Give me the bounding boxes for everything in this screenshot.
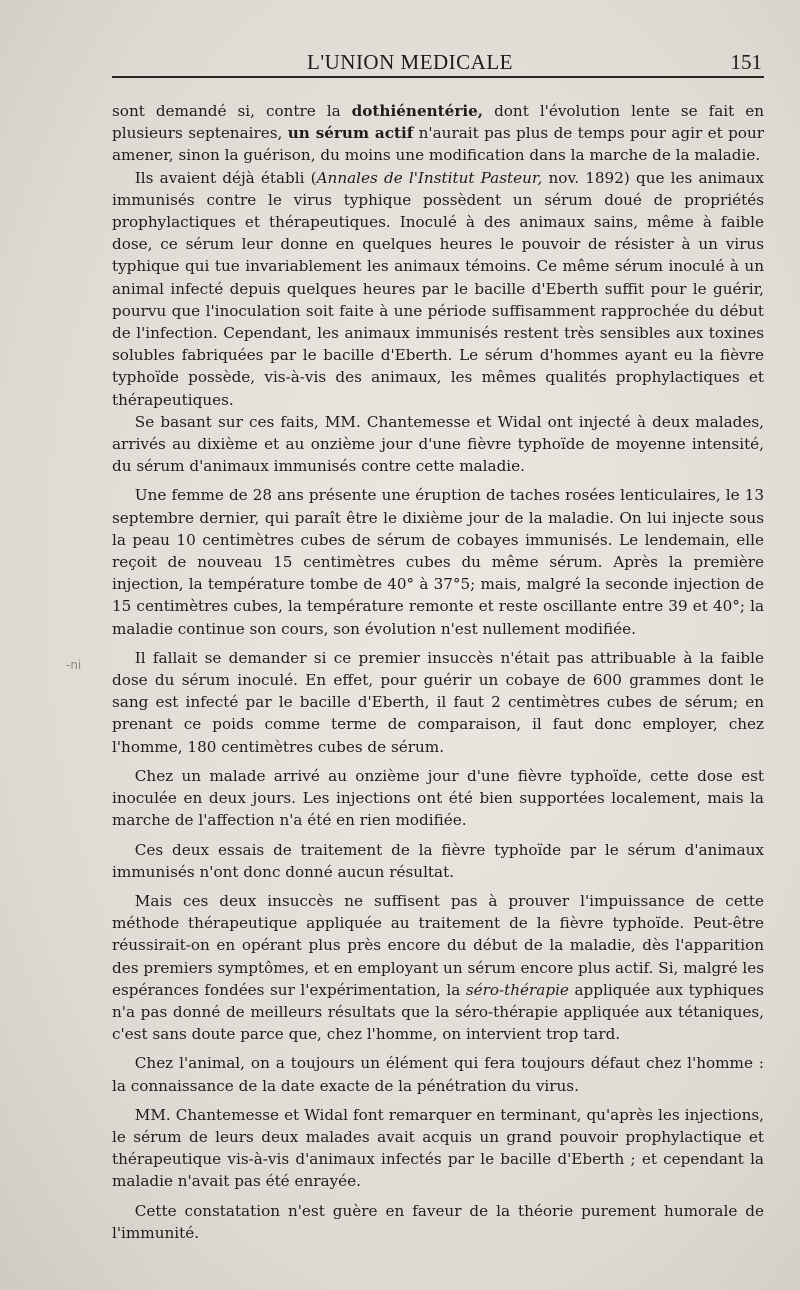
paragraph-1-text-e: n'aurait pas plus de temps pour agir et pour amener, sinon la guérison, du moins une modification dans la marche de la maladie. bbox=[112, 124, 764, 165]
paragraph-2-text-c: nov. 1892) que les animaux immunisés contre le virus typhique possèdent un sérum doué de propriétés prophylactiques et thérapeutiques. Inoculé à des animaux sains, même à faible dose, ce sérum leur donne en quelques heures le pouvoir de résister à un virus typhique qui tue invariablement les animaux témoins. Ce même sérum inoculé à un animal infecté depuis quelques heures par le bacille d'Eberth suffit pour le guérir, pourvu que l'inoculation soit faite à une période suffisamment rapprochée du début de l'infection. Cependant, les animaux immunisés restent très sensibles aux toxines solubles fabriquées par le bacille d'Eberth. Le sérum d'hommes ayant eu la fièvre typhoïde possède, vis-à-vis des animaux, les mêmes qualités prophylactiques et thérapeutiques. bbox=[112, 168, 764, 409]
paragraph-6: Chez un malade arrivé au onzième jour d'une fièvre typhoïde, cette dose est inoculée en deux jours. Les injections ont été bien supportées localement, mais la marche de l'affection n'a été en rien modifiée. bbox=[112, 766, 764, 830]
article-body bbox=[112, 100, 764, 1244]
paragraph-10: MM. Chantemesse et Widal font remarquer en terminant, qu'après les injections, le sérum de leurs deux malades avait acquis un grand pouvoir prophylactique et thérapeutique vis-à-vis d'animaux infectés par le bacille d'Eberth ; et cependant la maladie n'avait pas été enrayée. bbox=[112, 1105, 764, 1191]
paragraph-3: Se basant sur ces faits, MM. Chantemesse et Widal ont injecté à deux malades, arrivés au dixième et au onzième jour d'une fièvre typhoïde de moyenne intensité, du sérum d'animaux immunisés contre cette maladie. bbox=[112, 412, 764, 476]
paragraph-4: Une femme de 28 ans présente une éruption de taches rosées lenticulaires, le 13 septembre dernier, qui paraît être le dixième jour de la maladie. On lui injecte sous la peau 10 centimètres cubes de sérum de cobayes immunisés. Le lendemain, elle reçoit de nouveau 15 centimètres cubes du même sérum. Après la première injection, la température tombe de 40° à 37°5; mais, malgré la seconde injection de 15 centimètres cubes, la température remonte et reste oscillante entre 39 et 40°; la maladie continue son cours, son évolution n'est nullement modifiée. bbox=[112, 486, 764, 638]
paragraph-8-text-a: Mais ces deux insuccès ne suffisent pas à prouver l'impuissance de cette méthode thérapeutique appliquée au traitement de la fièvre typhoïde. Peut-être réussirait-on en opérant plus près encore du début de la maladie, dès l'apparition des premiers symptômes, et en employant un sérum encore plus actif. Si, malgré les espérances fondées sur l'expérimentation, la bbox=[112, 891, 764, 999]
journal-title: L'UNION MEDICALE bbox=[307, 50, 514, 74]
paragraph-8-text-c: appliquée aux typhiques n'a pas donné de meilleurs résultats que la séro-thérapie appliquée aux tétaniques, c'est sans doute parce que, chez l'homme, on intervient trop tard. bbox=[112, 980, 764, 1044]
paragraph-8-italic-term: séro-thérapie bbox=[465, 980, 569, 999]
running-header bbox=[112, 46, 764, 78]
paragraph-5: Il fallait se demander si ce premier insuccès n'était pas attribuable à la faible dose du sérum inoculé. En effet, pour guérir un cobaye de 600 grammes dont le sang est infecté par le bacille d'Eberth, il faut 2 centimètres cubes de sérum; en prenant ce poids comme terme de comparaison, il faut donc employer, chez l'homme, 180 centimètres cubes de sérum. bbox=[112, 648, 764, 756]
paragraph-2-text-a: Ils avaient déjà établi ( bbox=[134, 168, 317, 187]
paragraph-2 bbox=[112, 167, 764, 411]
paragraph-1 bbox=[112, 100, 764, 167]
paragraph-1-bold-term: dothiénentérie, bbox=[351, 102, 484, 120]
margin-annotation: -ni bbox=[66, 658, 82, 672]
page-number: 151 bbox=[730, 50, 762, 74]
paragraph-8 bbox=[112, 890, 764, 1045]
paragraph-7: Ces deux essais de traitement de la fièvre typhoïde par le sérum d'animaux immunisés n'ont donc donné aucun résultat. bbox=[112, 840, 764, 881]
paragraph-1-text-c: dont l'évolution lente se fait en plusieurs septenaires, bbox=[112, 102, 765, 143]
paragraph-9: Chez l'animal, on a toujours un élément qui fera toujours défaut chez l'homme : la connaissance de la date exacte de la pénétration du virus. bbox=[112, 1054, 764, 1095]
paragraph-1-text-a: sont demandé si, contre la bbox=[112, 102, 352, 120]
paragraph-2-citation: Annales de l'Institut Pasteur, bbox=[316, 168, 543, 187]
paragraph-1-bold-phrase: un sérum actif bbox=[287, 124, 414, 143]
paragraph-11: Cette constatation n'est guère en faveur de la théorie purement humorale de l'immunité. bbox=[112, 1201, 764, 1242]
